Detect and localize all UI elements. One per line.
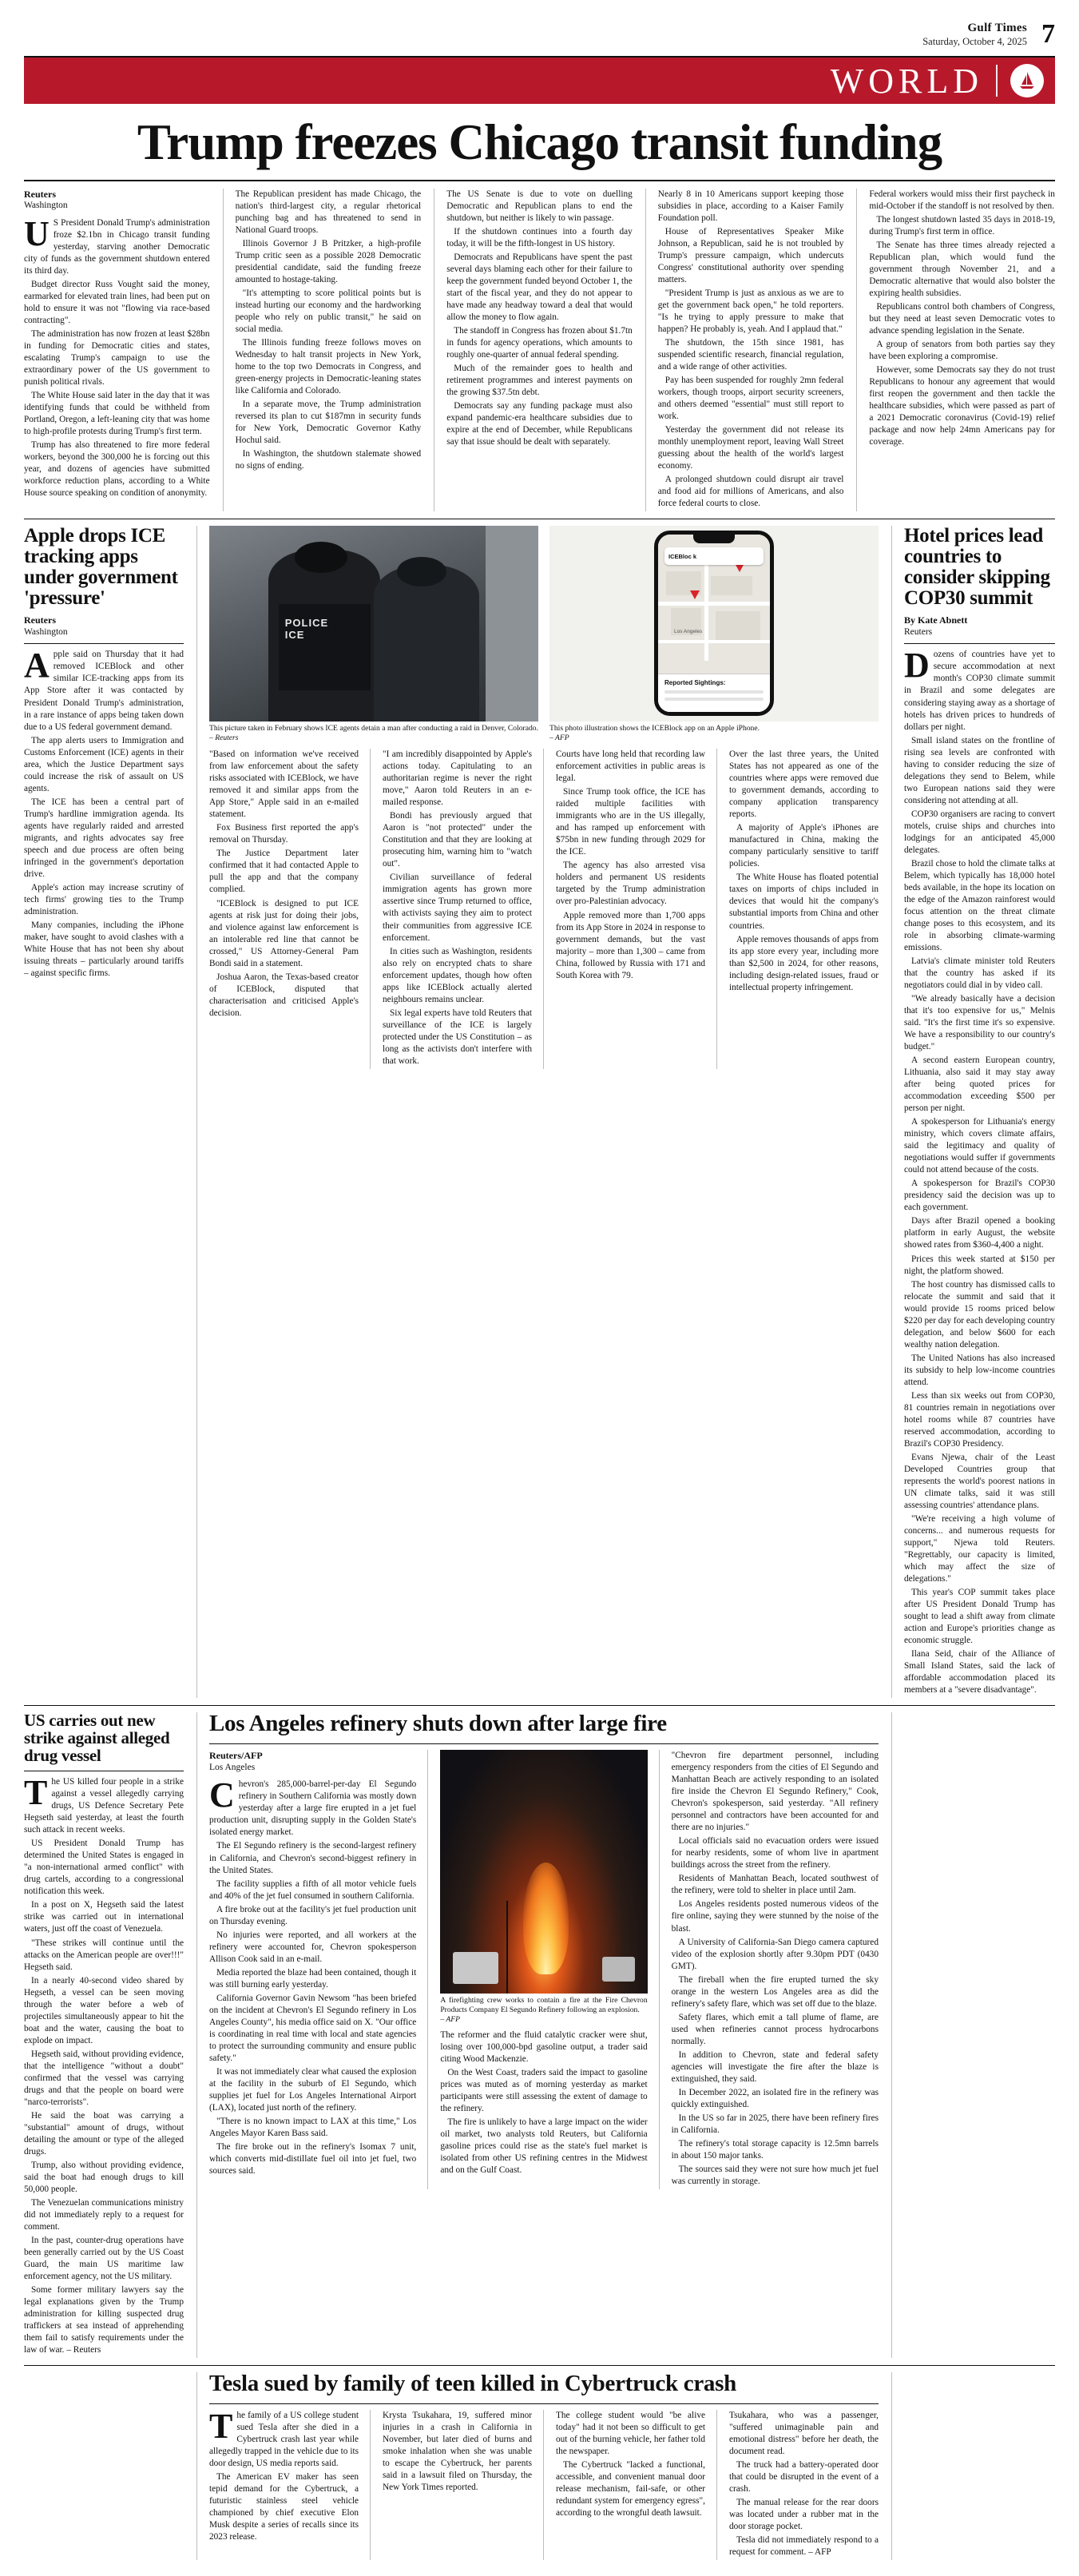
paragraph: "Chevron fire department personnel, including emergency responders from the cities of El Segundo and Manhattan Beach are actively responding to an isolated fire inside the Chevron El Segundo Refinery," Cook, Chevron's spokesperson, said yesterday. "All refinery personnel and contractors have been accounted for and there are no injuries." — [671, 1751, 879, 1833]
paragraph: The app alerts users to Immigration and Customs Enforcement (ICE) agents in their area, which the Justice Department says could increase the risk of assault on US agents. — [24, 735, 184, 793]
paragraph: The host country has dismissed calls to relocate the summit and said that it would provide 15 rooms priced below $220 per day for each developing country delegation, and below $600 for each wealthy nation delegation. — [904, 1279, 1055, 1350]
paragraph: A fire broke out at the facility's jet fuel production unit on Thursday evening. — [209, 1904, 417, 1926]
paragraph: Some former military lawyers say the legal explanations given by the Trump administration for killing suspected drug traffickers at sea instead of apprehending them fail to satisfy requirements under the law of war. – Reuters — [24, 2285, 184, 2355]
paragraph: Many companies, including the iPhone maker, have sought to avoid clashes with a White House that has not been shy about issuing threats – particularly around tariffs – against specific firms. — [24, 920, 184, 978]
refinery-article — [196, 1712, 879, 2358]
map-city-label: Los Angeles — [674, 629, 703, 635]
paragraph: Tsukahara, who was a passenger, "suffered unimaginable pain and emotional distress" before her death, the document read. — [729, 2411, 879, 2457]
paragraph: Much of the remainder goes to health and retirement programmes and interest payments on the growing $37.5tn debt. — [446, 363, 633, 397]
paragraph: The White House has floated potential taxes on imports of chips included in devices that would hit the company's substantial imports from China and other countries. — [729, 873, 879, 931]
refinery-col-3 — [659, 1750, 879, 2189]
apple-byline: Reuters — [24, 614, 56, 626]
paragraph: The Senate has three times already rejected a Republican plan, which would fund the government through November 21, and a Democratic alternative that would also bolster the expiring health subsidies. — [869, 240, 1055, 298]
headline-rule — [24, 180, 1055, 181]
paragraph: Local officials said no evacuation orders were issued for nearby residents, some of whom live in apartment buildings across the street from the refinery. — [671, 1836, 879, 1870]
hotel-article-continued — [891, 1712, 1055, 2358]
section-banner — [24, 58, 1055, 104]
lead-col-3 — [434, 189, 633, 512]
paragraph: In a post on X, Hegseth said the latest strike was carried out in international waters, just off the coast of Venezuela. — [24, 1900, 184, 1934]
phone-photo-block — [549, 526, 879, 743]
paragraph: California Governor Gavin Newsom "has been briefed on the incident at Chevron's El Segundo refinery in Los Angeles County", his media office said on X. "Our office is coordinating in real time with local and state agencies to protect the surrounding community and ensure public safety." — [209, 1993, 417, 2063]
paragraph: Brazil chose to hold the climate talks at Belem, which typically has 18,000 hotel beds available, in the hope its location on the edge of the Amazon rainforest would focus attention on the threat climate change poses to this ecosystem, and its role in absorbing climate-warming emissions. — [904, 858, 1055, 952]
paragraph: The US Senate is due to vote on duelling Democratic and Republican plans to end the shutdown, but neither is likely to win passage. — [446, 189, 633, 223]
paragraph: Apple's action may increase scrutiny of tech firms' growing ties to the Trump administration. — [24, 882, 184, 916]
paragraph: House of Representatives Speaker Mike Johnson, a Republican, said he is not troubled by Trump's pressure campaign, which undercuts Congress' constitutional authority over spending matters. — [657, 226, 844, 284]
paragraph: In the US so far in 2025, there have been refinery fires in California. — [671, 2113, 879, 2135]
paragraph: Trump, also without providing evidence, said the boat had enough drugs to kill 50,000 people. — [24, 2160, 184, 2194]
refinery-photo-caption: A firefighting crew works to contain a fire at the Fire Chevron Products Company El Segundo Refinery following an explosion. – AFP — [440, 1996, 648, 2025]
paragraph: The Illinois funding freeze follows moves on Wednesday to halt transit projects in New York, home to the top two Democrats in Congress, and green-energy projects in Democratic-leaning states like California and Colorado. — [235, 337, 422, 396]
lead-col-2 — [223, 189, 422, 512]
lead-dateline: Washington — [24, 201, 68, 211]
police-photo-block — [209, 526, 538, 743]
paragraph: Fox Business first reported the app's removal on Thursday. — [209, 823, 359, 845]
lead-article — [24, 189, 1055, 512]
page-number: 7 — [1041, 19, 1055, 50]
caption-credit: AFP — [555, 733, 569, 743]
paragraph: Republicans control both chambers of Congress, but they need at least seven Democratic votes to advance spending legislation in the Senate. — [869, 301, 1055, 336]
drug-vessel-article — [24, 1712, 184, 2358]
gulf-times-logo-icon — [1010, 64, 1044, 97]
paragraph: The ICE has been a central part of Trump's hardline immigration agenda. Its agents have regularly raided and arrested migrants, and rights advocates say free speech and due process are often being infringed in the government's deportation drive. — [24, 797, 184, 879]
paragraph: "I am incredibly disappointed by Apple's actions today. Capitulating to an authoritarian regime is never the right move," Aaron told Reuters in an e-mailed response. — [383, 749, 532, 808]
paragraph: The sources said they were not sure how much jet fuel was currently in storage. — [671, 2165, 879, 2187]
paragraph: No injuries were reported, and all workers at the refinery were accounted for, Chevron spokesperson Allison Cook said in an e-mail. — [209, 1930, 417, 1964]
paragraph: This year's COP summit takes place after US President Donald Trump has sought to lead a shift away from climate action and Europe's priorities change as economic struggle. — [904, 1588, 1055, 1646]
paragraph: Ilana Seid, chair of the Alliance of Small Island States, said the lack of affordable accommodation placed its members at a "severe disadvantage". — [904, 1649, 1055, 1695]
paragraph: Residents of Manhattan Beach, located southwest of the refinery, were told to shelter in place until 2am. — [671, 1874, 879, 1896]
paragraph: In Washington, the shutdown stalemate showed no signs of ending. — [235, 449, 422, 471]
paragraph: A University of California-San Diego camera captured video of the explosion shortly after 9.30pm PDT (0430 GMT). — [671, 1937, 879, 1971]
paragraph: Trump has also threatened to fire more federal workers, beyond the 300,000 he is forcing out this year, and dozens of agencies have submitted workforce reduction plans, according to a White House source speaking on condition of anonymity. — [24, 440, 210, 499]
paragraph: Krysta Tsukahara, 19, suffered minor injuries in a crash in California in November, but later died of burns and smoke inhalation when she was unable to escape the Cybertruck, her parents said in a lawsuit filed on Thursday, the New York Times reported. — [383, 2411, 532, 2493]
paragraph: Pay has been suspended for roughly 2mn federal workers, though troops, airport security screeners, and others deemed "essential" must still report to work. — [657, 375, 844, 422]
tesla-col-3 — [543, 2410, 705, 2560]
tesla-spacer-right — [891, 2372, 1055, 2560]
hotel-byline-sub: Reuters — [904, 626, 933, 637]
paragraph: The fire is unlikely to have a large impact on the wider oil market, two analysts told Reuters, but California gasoline prices could rise as the state's fuel market is isolated from other US refining centres in the Midwest and on the Gulf Coast. — [440, 2117, 648, 2176]
paragraph: On the West Coast, traders said the impact to gasoline prices was muted as of morning yesterday as market participants were still assessing the extent of damage to the refinery. — [440, 2068, 648, 2114]
paragraph: Evans Njewa, chair of the Least Developed Countries group that represents the world's poorest nations in UN climate talks, said it was still assessing countries' attendance plans. — [904, 1452, 1055, 1510]
paragraph: Joshua Aaron, the Texas-based creator of ICEBlock, disputed that characterisation and criticised Apple's decision. — [209, 972, 359, 1018]
paragraph: Illinois Governor J B Pritzker, a high-profile Trump critic seen as a possible 2028 Democratic presidential candidate, said the funding freeze amounted to hostage-taking. — [235, 238, 422, 284]
hotel-byline: By Kate Abnett — [904, 614, 968, 626]
apple-article-mid — [196, 526, 879, 1698]
paragraph: "It's attempting to score political points but is instead hurting our economy and the hardworking people who rely on public transit," he said on social media. — [235, 288, 422, 334]
paragraph: The manual release for the rear doors was located under a rubber mat in the door storage pocket. — [729, 2498, 879, 2532]
paragraph: Since Trump took office, the ICE has raided multiple facilities with immigrants who are in the US illegally, and has ramped up enforcement with $75bn in new funding through 2029 for the ICE. — [556, 787, 705, 857]
apple-article-col-1 — [24, 526, 184, 1698]
paragraph: In addition to Chevron, state and federal safety agencies will investigate the fire after the blaze is extinguished, they said. — [671, 2049, 879, 2084]
refinery-col-1 — [209, 1750, 416, 2189]
paragraph: "We're receiving a high volume of concerns... and numerous requests for support," Njewa told Reuters. "Regrettably, our capacity is limited, which may affect the size of delegations." — [904, 1514, 1055, 1584]
paragraph: The agency has also arrested visa holders and permanent US residents targeted by the Trump administration over pro-Palestinian advocacy. — [556, 861, 705, 907]
third-band-rule — [24, 2365, 1055, 2366]
paragraph: In a separate move, the Trump administration reversed its plan to cut $187mn in security funds for New York, Democratic Governor Kathy Hochul said. — [235, 400, 422, 446]
paper-name: Gulf Times — [967, 22, 1027, 34]
paragraph: In December 2022, an isolated fire in the refinery was quickly extinguished. — [671, 2087, 879, 2109]
lead-col-4 — [645, 189, 844, 512]
paragraph: If the shutdown continues into a fourth day today, it will be the fifth-longest in US history. — [446, 226, 633, 248]
sightings-card — [658, 674, 770, 712]
paragraph: Tesla did not immediately respond to a request for comment. – AFP — [729, 2535, 879, 2558]
paragraph: The truck had a battery-operated door that could be disrupted in the event of a crash. — [729, 2460, 879, 2495]
paragraph: US President Donald Trump has determined the United States is engaged in "a non-international armed conflict" with drug cartels, according to a congressional notification this week. — [24, 1839, 184, 1897]
paragraph: The standoff in Congress has frozen about $1.7tn in funds for agency operations, which amounts to roughly one-quarter of annual federal spending. — [446, 325, 633, 360]
paragraph: The fireball when the fire erupted turned the sky orange in the western Los Angeles area as did the refinery's safety flare, which was set off due to the blaze. — [671, 1974, 879, 2009]
hotel-article — [891, 526, 1055, 1698]
paragraph: The reformer and the fluid catalytic cracker were shut, losing over 100,000-bpd gasoline output, a trader said citing Wood Mackenzie. — [440, 2030, 648, 2065]
paragraph: In cities such as Washington, residents also rely on encrypted chats to share enforcement updates, though how often apps like ICEBlock actually alerted neighbours remains unclear. — [383, 946, 532, 1004]
paragraph: A spokesperson for Brazil's COP30 presidency said the decision was up to each government. — [904, 1179, 1055, 1213]
paragraph: A spokesperson for Lithuania's energy ministry, which covers climate affairs, said the legitimacy and quality of negotiations would suffer if governments could not attend because of the costs. — [904, 1117, 1055, 1175]
paragraph: Hegseth said, without providing evidence, that the intelligence "without a doubt" confirmed that the vessel was carrying drugs and that the people on board were "narco-terrorists". — [24, 2049, 184, 2107]
paragraph: Chevron's 285,000-barrel-per-day El Segundo refinery in Southern California was mostly down yesterday after a large fire erupted in a jet fuel production unit, disrupting supply in the Golden State's isolated energy market. — [209, 1775, 417, 1838]
caption-credit: AFP — [446, 2015, 460, 2025]
paragraph: A group of senators from both parties say they have been exploring a compromise. — [869, 339, 1055, 361]
paragraph: Small island states on the frontline of rising sea levels are confronted with having to consider reducing the size of delegations they send to Belem, while two European nations said they were considering not attending at all. — [904, 735, 1055, 805]
paragraph: The family of a US college student sued Tesla after she died in a Cybertruck crash last year while allegedly trapped in the vehicle due to its door design, US media reports said. — [209, 2407, 359, 2469]
paragraph: In a nearly 40-second video shared by Hegseth, a vessel can be seen moving through the water before a web of projectiles simultaneously appear to hit the boat and the water, causing the boat to explode on impact. — [24, 1975, 184, 2045]
paragraph: "Based on information we've received from law enforcement about the safety risks associated with ICEBlock, we have removed it and similar apps from the App Store," Apple said in an e-mailed statement. — [209, 749, 359, 820]
refinery-headline: Los Angeles refinery shuts down after large fire — [209, 1711, 667, 1737]
paragraph: In the past, counter-drug operations have been generally carried out by the US Coast Guard, the main US maritime law enforcement agency, not the US military. — [24, 2236, 184, 2282]
app-name: ICEBloc k — [668, 552, 697, 560]
paragraph: Bondi has previously argued that Aaron is "not protected" under the Constitution and that they are looking at prosecuting him, warning him to "watch out". — [383, 811, 532, 869]
app-title-bar[interactable] — [664, 547, 764, 565]
lead-col-5 — [856, 189, 1055, 512]
paragraph: "We already basically have a decision that it's too expensive for us," Melnis said. "It's the first time it's so expensive. We have a responsibility to our country's budget." — [904, 994, 1055, 1052]
apple-headline: Apple drops ICE tracking apps under government 'pressure' — [24, 525, 178, 609]
paragraph: "These strikes will continue until the attacks on the American people are over!!!" Hegseth said. — [24, 1938, 184, 1972]
paragraph: Apple said on Thursday that it had removed ICEBlock and other similar ICE-tracking apps from its App Store after it was contacted by President Donald Trump's administration, in a rare instance of apps being taken down due to a US federal government demand. — [24, 646, 184, 732]
phone-notch — [693, 535, 735, 543]
apple-col-2 — [209, 749, 359, 1069]
caption-text: This picture taken in February shows ICE agents detain a man after conducting a raid in Denver, Colorado. — [209, 724, 538, 733]
third-band — [24, 1712, 1055, 2358]
refinery-byline: Reuters/AFP — [209, 1750, 263, 1762]
tesla-spacer-left — [24, 2372, 184, 2560]
paragraph: Days after Brazil opened a booking platform in early August, the website showed rates from $360-4,400 a night. — [904, 1216, 1055, 1250]
paragraph: The El Segundo refinery is the second-largest refinery in California, and Chevron's second-biggest refinery in the United States. — [209, 1841, 417, 1875]
iphone-photo-caption: This photo illustration shows the ICEBlock app on an Apple iPhone. – AFP — [549, 724, 760, 743]
paragraph: Over the last three years, the United States has not appeared as one of the countries where apps were removed due to government demands, according to company application transparency reports. — [729, 749, 879, 820]
paragraph: US President Donald Trump's administration froze $2.1bn in Chicago transit funding yesterday, starving another Democratic city of funds as the government shutdown entered its third day. — [24, 213, 210, 276]
paragraph: However, some Democrats say they do not trust Republicans to honour any agreement that would first reopen the government and then tackle the healthcare subsidies, which were passed as part of a 2021 Democratic coronavirus (Covid-19) relief package and now help 24mn Americans pay for coverage. — [869, 365, 1055, 447]
fourth-band — [24, 2372, 1055, 2560]
paragraph: The college student would "be alive today" had it not been so difficult to get out of the burning vehicle, her father told the newspaper. — [556, 2411, 705, 2457]
section-title: WORLD — [830, 61, 983, 101]
paragraph: Civilian surveillance of federal immigration agents has grown more assertive since Trump returned to office, with activists saying they aim to protect their communities from aggressive ICE enforcement. — [383, 873, 532, 943]
paragraph: "President Trump is just as anxious as we are to get the government back open," he told reporters. "Is he trying to apply pressure to make that happen? He probably is, yeah. And I applaud that." — [657, 288, 844, 334]
paragraph: The American EV maker has seen tepid demand for the Cybertruck, a futuristic stainless steel vehicle championed by chief executive Elon Musk despite a series of recalls since its 2023 release. — [209, 2472, 359, 2542]
paragraph: The Cybertruck "lacked a functional, accessible, and convenient manual door release mechanism, fail-safe, or other redundant system for emergency egress", according to the wrongful death lawsuit. — [556, 2460, 705, 2518]
paragraph: Courts have long held that recording law enforcement activities in public areas is legal. — [556, 749, 705, 784]
paragraph: The administration has now frozen at least $28bn in funding for Democratic cities and states, escalating Trump's campaign to use the extraordinary power of the US government to punish political rivals. — [24, 329, 210, 388]
apple-col-5 — [716, 749, 879, 1069]
tesla-headline: Tesla sued by family of teen killed in Cybertruck crash — [209, 2371, 736, 2397]
paragraph: A majority of Apple's iPhones are manufactured in China, making the company particularly sensitive to tariff policies. — [729, 823, 879, 869]
paragraph: Latvia's climate minister told Reuters that the country has asked if its negotiators could dial in by video call. — [904, 956, 1055, 990]
paragraph: Los Angeles residents posted numerous videos of the fire online, saying they were stunned by the noise of the blast. — [671, 1899, 879, 1934]
apple-dateline: Washington — [24, 626, 68, 637]
paragraph: The facility supplies a fifth of all motor vehicle fuels and 40% of the jet fuel consumed in southern California. — [209, 1878, 417, 1901]
paragraph: Apple removes thousands of apps from its app store every year, including more than $2,500 in 2024, for other reasons, including design-related issues, fraud or intellectual property infringement. — [729, 934, 879, 992]
paragraph: The refinery's total storage capacity is 12.5mn barrels in about 150 major tanks. — [671, 2138, 879, 2161]
paragraph: Yesterday the government did not release its monthly unemployment report, leaving Wall Street guessing about the health of the world's largest economy. — [657, 425, 844, 471]
police-photo: POLICE ICE — [209, 526, 538, 722]
paragraph: The fire broke out in the refinery's Isomax 7 unit, which converts mid-distillate fuel oil into jet fuel, two sources said. — [209, 2142, 417, 2176]
paragraph: "There is no known impact to LAX at this time," Los Angeles Mayor Karen Bass said. — [209, 2117, 417, 2139]
police-photo-caption: This picture taken in February shows ICE agents detain a man after conducting a raid in Denver, Colorado. – Reuters — [209, 724, 538, 743]
paragraph: Democrats say any funding package must also expand pandemic-era healthcare subsidies due to expire at the end of December, while Republicans say that issue should be dealt with separately. — [446, 401, 633, 447]
refinery-fire-photo — [440, 1750, 647, 1994]
paragraph: The United Nations has also increased its subsidy to help low-income countries attend. — [904, 1353, 1055, 1387]
caption-text: This photo illustration shows the ICEBlock app on an Apple iPhone. — [549, 724, 760, 733]
tesla-col-4 — [716, 2410, 879, 2560]
paragraph: Media reported the blaze had been contained, though it was still burning early yesterday. — [209, 1967, 417, 1990]
paragraph: The White House said later in the day that it was identifying funds that could be withheld from Portland, Oregon, a left-leaning city that was home to high-profile protests during Trump's first term. — [24, 391, 210, 437]
iphone-device — [654, 531, 774, 716]
second-band — [24, 526, 1055, 1698]
paragraph: Six legal experts have told Reuters that surveillance of the ICE is largely protected under the US Constitution – as long as the activists don't interfere with that work. — [383, 1008, 532, 1066]
tesla-article — [196, 2372, 879, 2560]
paragraph: Budget director Russ Vought said the money, earmarked for elevated train lines, had been put on hold to ensure it was not "flowing via race-based contracting". — [24, 279, 210, 325]
paragraph: The Venezuelan communications ministry did not immediately reply to a request for comment. — [24, 2197, 184, 2232]
paragraph: Federal workers would miss their first paycheck in mid-October if the standoff is not resolved by then. — [869, 189, 1055, 211]
apple-col-4 — [543, 749, 705, 1069]
banner-divider — [996, 65, 998, 97]
paragraph: "ICEBlock is designed to put ICE agents at risk just for doing their jobs, and violence against law enforcement is an intolerable red line that cannot be crossed," US Attorney-General Pam Bondi said in a statement. — [209, 898, 359, 968]
lead-headline: Trump freezes Chicago transit funding — [137, 114, 942, 171]
paragraph: Safety flares, which emit a tall plume of flame, are used when refineries cannot process hydrocarbons normally. — [671, 2012, 879, 2046]
lead-byline: Reuters — [24, 188, 56, 200]
paragraph: The US killed four people in a strike against a vessel allegedly carrying drugs, US Defence Secretary Pete Hegseth said yesterday, at least the fourth such attack in recent weeks. — [24, 1773, 184, 1835]
apple-col-3 — [370, 749, 532, 1069]
paragraph: Democrats and Republicans have spent the past several days blaming each other for their failure to keep the government funded beyond October 1, the start of the fiscal year, and they do not appear to have made any headway toward a deal that would allow the money to flow again. — [446, 252, 633, 322]
paragraph: The longest shutdown lasted 35 days in 2018-19, during Trump's first term in office. — [869, 214, 1055, 237]
paragraph: COP30 organisers are racing to convert motels, cruise ships and churches into lodgings for an anticipated 45,000 delegates. — [904, 809, 1055, 855]
paragraph: Nearly 8 in 10 Americans support keeping those subsidies in place, according to a Kaiser Family Foundation poll. — [657, 189, 844, 223]
tesla-col-2 — [370, 2410, 532, 2560]
tesla-col-1 — [209, 2407, 359, 2560]
paragraph: He said the boat was carrying a "substantial" amount of drugs, without detailing the amount or type of the alleged drugs. — [24, 2110, 184, 2157]
paragraph: The shutdown, the 15th since 1981, has suspended scientific research, financial regulation, and a wide range of other activities. — [657, 337, 844, 372]
paragraph: Dozens of countries have yet to secure accommodation at next month's COP30 climate summit in Brazil and some delegates are considering staying away as a shortage of hotels has driven prices to hundreds of dollars per night. — [904, 646, 1055, 732]
masthead — [24, 21, 1055, 51]
refinery-col-2 — [427, 1750, 647, 2189]
sightings-title: Reported Sightings: — [664, 679, 726, 687]
paragraph: Prices this week started at $150 per night, the platform showed. — [904, 1254, 1055, 1276]
iphone-photo — [549, 526, 879, 722]
paragraph: Less than six weeks out from COP30, 81 countries remain in negotiations over hotel rooms while 87 countries have reserved accommodation, according to Brazil's COP30 Presidency. — [904, 1390, 1055, 1449]
hotel-headline: Hotel prices lead countries to consider skipping COP30 summit — [904, 525, 1050, 609]
refinery-dateline: Los Angeles — [209, 1762, 256, 1772]
caption-text: A firefighting crew works to contain a fire at the Fire Chevron Products Company El Segundo Refinery following an explosion. — [440, 1996, 648, 2015]
issue-date: Saturday, October 4, 2025 — [922, 35, 1027, 47]
lead-col-1 — [24, 189, 210, 512]
paragraph: A second eastern European country, Lithuania, also said it may stay away after being quoted prices for accommodation exceeding $500 per person per night. — [904, 1055, 1055, 1114]
paragraph: A prolonged shutdown could disrupt air travel and food aid for millions of Americans, and also force federal courts to close. — [657, 475, 844, 509]
paragraph: The Republican president has made Chicago, the nation's third-largest city, a regular rhetorical punching bag and has threatened to send in National Guard troops. — [235, 189, 422, 235]
second-band-rule — [24, 1705, 1055, 1706]
paragraph: Apple removed more than 1,700 apps from its App Store in 2024 in response to government demands, but the vast majority – more than 1,300 – came from China, followed by Russia with 171 and South Korea with 79. — [556, 910, 705, 980]
paragraph: It was not immediately clear what caused the explosion at the facility in the suburb of El Segundo, which supplies jet fuel for Los Angeles International Airport (LAX), located just north of the refinery. — [209, 2066, 417, 2113]
drug-vessel-headline: US carries out new strike against alleged drug vessel — [24, 1711, 170, 1765]
caption-credit: Reuters — [215, 733, 239, 743]
paragraph: The Justice Department later confirmed that it had contacted Apple to pull the app and that the company complied. — [209, 849, 359, 895]
